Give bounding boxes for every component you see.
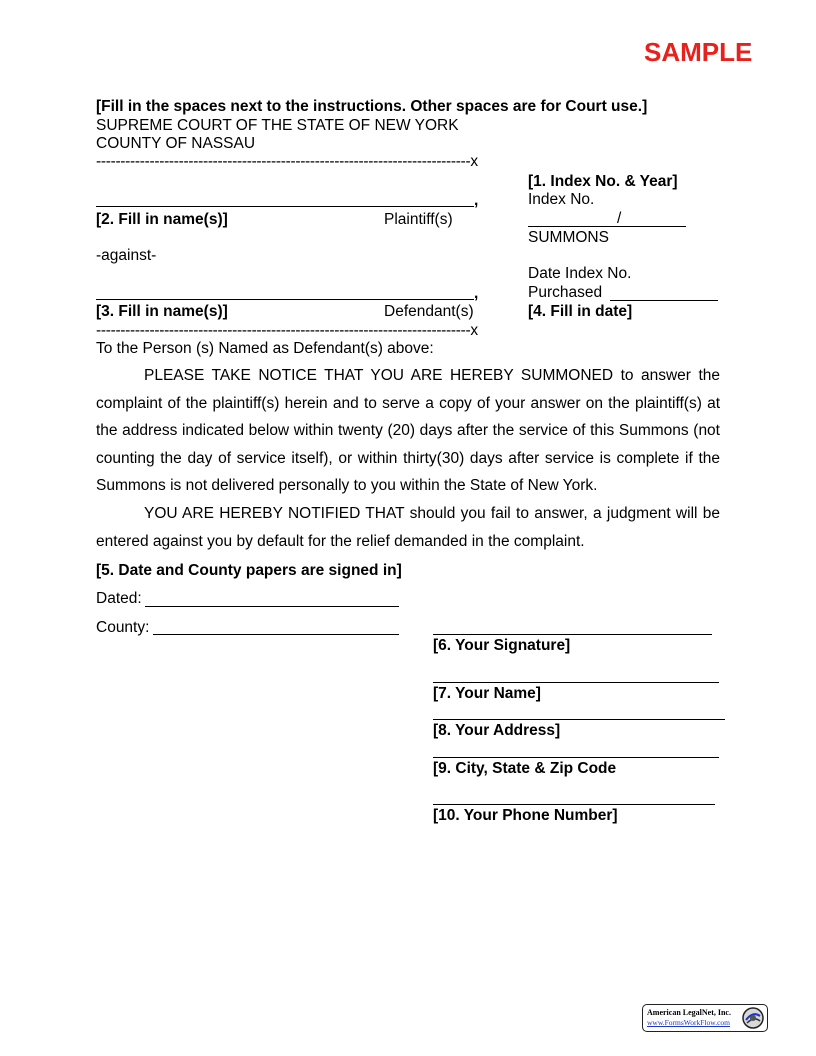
- index-instruction: [1. Index No. & Year]: [528, 173, 678, 190]
- defendant-label: Defendant(s): [384, 303, 474, 320]
- purchased-label: Purchased: [528, 284, 603, 301]
- dated-field[interactable]: [145, 606, 399, 607]
- caption-rule-bottom: -----------------------------------------------------------------------------x: [96, 323, 478, 339]
- globe-icon: [742, 1007, 764, 1029]
- index-slash: /: [617, 210, 622, 227]
- date-county-instruction: [5. Date and County papers are signed in]: [96, 562, 402, 579]
- summons-title: SUMMONS: [528, 229, 609, 246]
- county-name: COUNTY OF NASSAU: [96, 135, 256, 152]
- city-label: [9. City, State & Zip Code: [433, 760, 617, 777]
- date-index-label: Date Index No.: [528, 265, 632, 282]
- against-label: -against-: [96, 247, 157, 264]
- phone-line[interactable]: [433, 804, 715, 805]
- instruction-heading: [Fill in the spaces next to the instructions. Other spaces are for Court use.]: [96, 98, 648, 115]
- signature-label: [6. Your Signature]: [433, 637, 571, 654]
- signature-line[interactable]: [433, 634, 712, 635]
- court-name: SUPREME COURT OF THE STATE OF NEW YORK: [96, 117, 459, 134]
- summons-body: [96, 362, 720, 555]
- address-label: [8. Your Address]: [433, 722, 561, 739]
- salutation: To the Person (s) Named as Defendant(s) above:: [96, 340, 434, 357]
- logo-url[interactable]: www.FormsWorkFlow.com: [647, 1018, 731, 1027]
- footer-logo[interactable]: [642, 1004, 768, 1032]
- name-line[interactable]: [433, 682, 719, 683]
- index-number-field[interactable]: [528, 226, 686, 227]
- plaintiff-name-line: [96, 206, 474, 207]
- defendant-instruction: [3. Fill in name(s)]: [96, 303, 228, 320]
- summons-paragraph-2: YOU ARE HEREBY NOTIFIED THAT should you fail to answer, a judgment will be entered against you by default for the relief demanded in the complaint.: [96, 504, 720, 550]
- address-line[interactable]: [433, 719, 725, 720]
- sample-watermark: SAMPLE: [644, 37, 753, 67]
- plaintiff-comma: ,: [474, 192, 479, 209]
- plaintiff-instruction: [2. Fill in name(s)]: [96, 211, 228, 228]
- name-label: [7. Your Name]: [433, 685, 541, 702]
- defendant-comma: ,: [474, 285, 479, 302]
- city-line[interactable]: [433, 757, 719, 758]
- logo-company: American LegalNet, Inc.: [647, 1008, 731, 1017]
- dated-label: Dated:: [96, 590, 142, 607]
- summons-paragraph-1: PLEASE TAKE NOTICE THAT YOU ARE HEREBY SUMMONED to answer the complaint of the plaintiff(s) herein and to serve a copy of your answer on the plaintiff(s) at the address indicated below within twenty (20) days after the service of this Summons (not counting the day of service itself), or within thirty(30) days after service is complete if the Summons is not delivered personally to you within the State of New York.: [96, 367, 720, 495]
- phone-label: [10. Your Phone Number]: [433, 807, 618, 824]
- county-label: County:: [96, 619, 150, 636]
- date-instruction: [4. Fill in date]: [528, 303, 633, 320]
- county-field[interactable]: [153, 634, 399, 635]
- defendant-name-line: [96, 299, 474, 300]
- index-label: Index No.: [528, 191, 595, 208]
- purchased-date-field[interactable]: [610, 300, 718, 301]
- caption-rule-top: -----------------------------------------------------------------------------x: [96, 154, 478, 170]
- plaintiff-label: Plaintiff(s): [384, 211, 453, 228]
